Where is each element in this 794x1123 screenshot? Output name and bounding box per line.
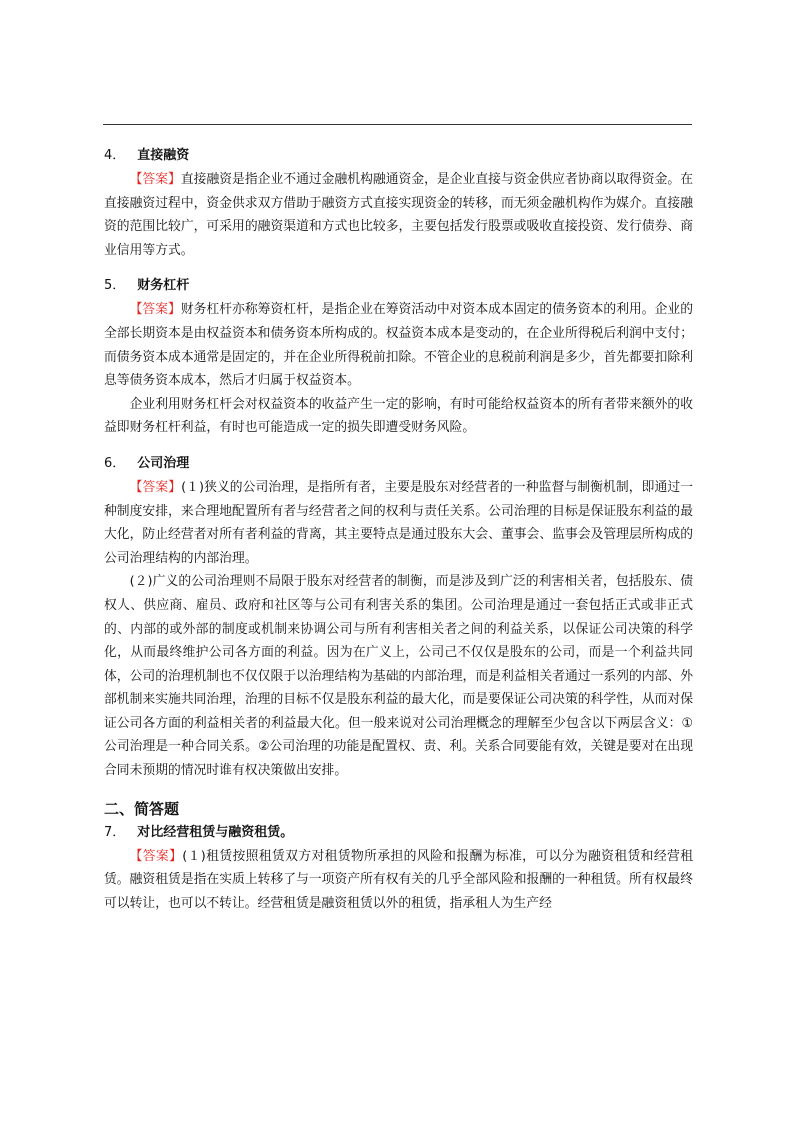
answer-paragraph (104, 168, 693, 262)
item-term: 对比经营租赁与融资租赁。 (137, 824, 294, 840)
answer-text: 直接融资是指企业不通过金融机构融通资金，是企业直接与资金供应者协商以取得资金。在直接融资过程中，资金供求双方借助于融资方式直接实现资金的转移，而无须金融机构作为媒介。直接融资的范围比较广，可采用的融资渠道和方式也比较多，主要包括发行股票或吸收直接投资、发行债券、商业信用等方式。 (104, 172, 694, 258)
answer-tag: 【答案】 (129, 848, 183, 864)
answer-text: (１)狭义的公司治理，是指所有者，主要是股东对经营者的一种监督与制衡机制，即通过一种制度安排，来合理地配置所有者与经营者之间的权利与责任关系。公司治理的目标是保证股东利益的最大化，防止经营者对所有者利益的背离，其主要特点是通过股东大会、董事会、监事会及管理层所构成的公司治理结构的内部治理。 (104, 479, 693, 566)
answer-text: (１)租赁按照租赁双方对租赁物所承担的风险和报酬为标准，可以分为融资租赁和经营租赁。融资租赁是指在实质上转移了与一项资产所有权有关的几乎全部风险和报酬的一种租赁。所有权最终可以转让，也可以不转让。经营租赁是融资租赁以外的租赁，指承租人为生产经 (104, 848, 693, 911)
document-body (104, 148, 693, 915)
answer-tag: 【答案】 (129, 479, 182, 495)
answer-paragraph (104, 298, 693, 392)
answer-tag: 【答案】 (129, 172, 181, 187)
item-number: 7． (104, 824, 126, 840)
answer-paragraph: 企业利用财务杠杆会对权益资本的收益产生一定的影响，有时可能给权益资本的所有者带来额外的收益即财务杠杆利益，有时也可能造成一定的损失即遭受财务风险。 (104, 396, 693, 436)
answer-paragraph (104, 845, 693, 916)
item-number: 4． (104, 148, 126, 163)
item-7-title (104, 825, 693, 841)
item-term: 直接融资 (137, 148, 190, 163)
answer-tag: 【答案】 (129, 302, 181, 318)
item-term: 财务杠杆 (137, 278, 190, 294)
item-number: 6． (104, 455, 126, 471)
item-term: 公司治理 (137, 455, 190, 471)
item-number: 5． (104, 278, 126, 294)
item-5-title (104, 278, 693, 294)
section-heading: 二、简答题 (104, 799, 180, 818)
answer-text: 财务杠杆亦称筹资杠杆，是指企业在筹资活动中对资本成本固定的债务资本的利用。企业的全部长期资本是由权益资本和债务资本所构成的。权益资本成本是变动的，在企业所得税后利润中支付；而债务资本成本通常是固定的，并在企业所得税前扣除。不管企业的息税前利润是多少，首先都要扣除利息等债务资本成本，然后才归属于权益资本。 (104, 302, 694, 389)
item-4-title (104, 148, 693, 164)
answer-paragraph (104, 476, 693, 570)
item-6-title (104, 456, 693, 472)
answer-paragraph: (２)广义的公司治理则不局限于股东对经营者的制衡，而是涉及到广泛的利害相关者，包括股东、债权人、供应商、雇员、政府和社区等与公司有利害关系的集团。公司治理是通过一套包括正式或非正式的、内部的或外部的制度或机制来协调公司与所有利害相关者之间的利益关系，以保证公司决策的科学化，从而最终维护公司各方面的利益。因为在广义上，公司己不仅仅是股东的公司，而是一个利益共同体，公司的治理机制也不仅仅限于以治理结构为基础的内部治理，而是利益相关者通过一系列的内部、外部机制来实施共同治理，治理的目标不仅是股东利益的最大化，而是要保证公司决策的科学性，从而对保证公司各方面的利益相关者的利益最大化。但一般来说对公司治理概念的理解至少包含以下两层含义：①公司治理是一种合同关系。②公司治理的功能是配置权、责、利。关系合同要能有效，关键是要对在出现合同未预期的情况时谁有权决策做出安排。 (104, 574, 693, 779)
header-rule (103, 124, 692, 125)
